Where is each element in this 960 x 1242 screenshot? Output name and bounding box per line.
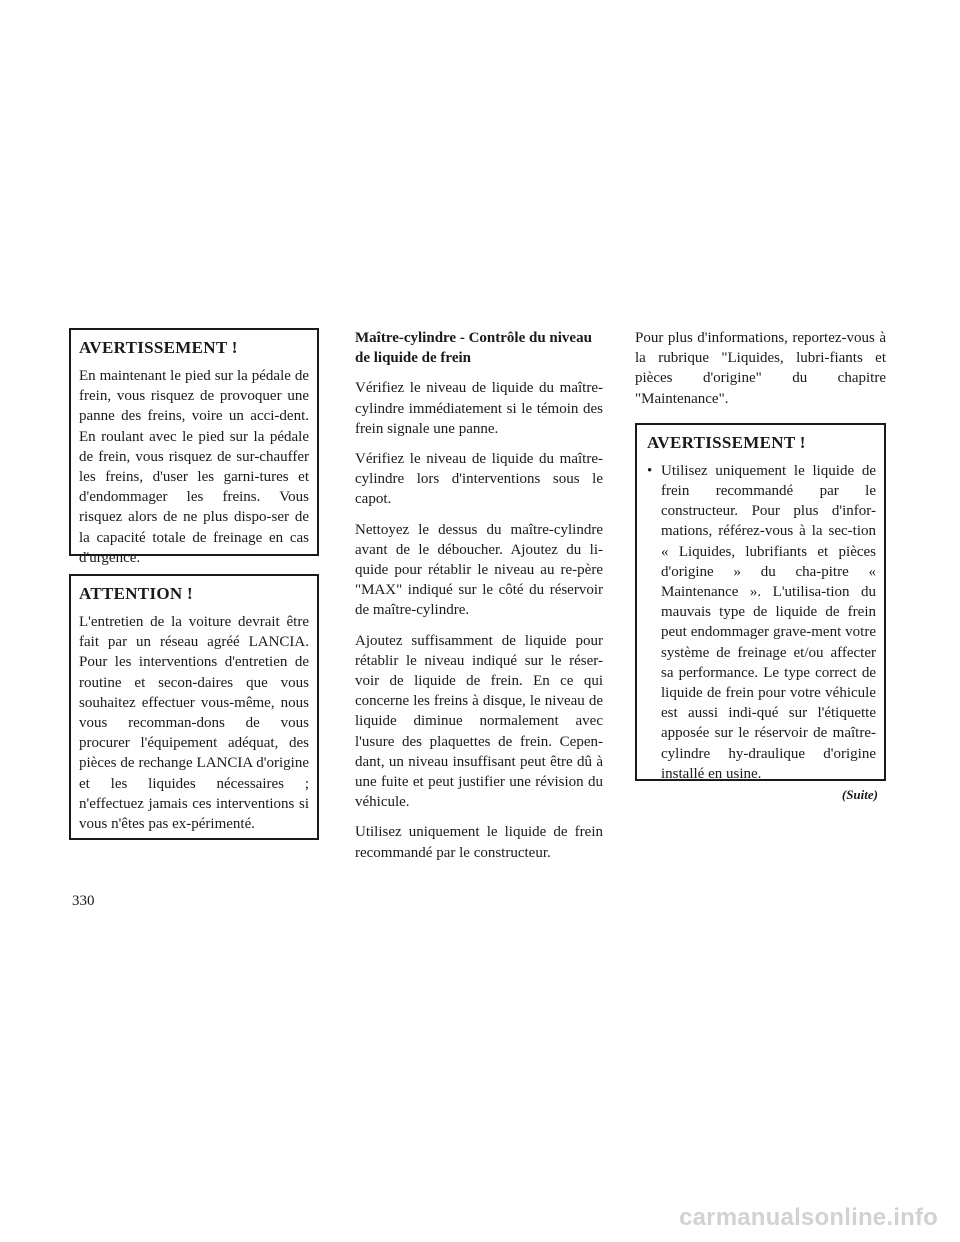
intro-paragraph: Pour plus d'informations, reportez-vous à la rubrique "Liquides, lubri-fiants et pièces d'origine" du chapitre "Maintenance". [635,330,886,407]
left-column [69,328,319,840]
attention-title: ATTENTION ! [79,584,193,603]
warning-title-2: AVERTISSEMENT ! [647,432,806,452]
middle-column [355,328,603,873]
attention-text: L'entretien de la voiture devrait être fait par un réseau agréé LANCIA. Pour les interventions d'entretien de routine et secon-daires que vous souhaitez effectuer vous-même, nous vous recomman-dons de vous procurer l'équipement adéquat, des pièces de rechange LANCIA d'origine et les liquides nécessaires ; n'effectuez jamais ces interventions si vous n'êtes pas ex-périmenté. [79,614,309,833]
attention-box [69,574,319,840]
watermark: carmanualsonline.info [679,1204,938,1231]
warning-box-2 [635,423,886,781]
paragraph: Nettoyez le dessus du maître-cylindre avant de le déboucher. Ajoutez du li-quide pour rétablir le niveau au re-père "MAX" indiqué sur le côté du réservoir de maître-cylindre. [355,521,603,619]
section-heading: Maître-cylindre - Contrôle du niveau de liquide de frein [355,330,592,367]
bullet-text: Utilisez uniquement le liquide de frein recommandé par le constructeur. Pour plus d'infor-mations, référez-vous à la sec-tion « Liquides, lubrifiants et pièces d'origine » du cha-pitre « Maintenance ». L'utilisa-tion du mauvais type de liquide de frein peut endommager grave-ment votre système de freinage et/ou affecter sa performance. Le type correct de liquide de frein pour votre véhicule est aussi indi-qué sur l'étiquette apposée sur le réservoir de maître-cylindre hy-draulique d'origine installé en usine. [661,462,876,782]
paragraph: Ajoutez suffisamment de liquide pour rétablir le niveau indiqué sur le réser-voir de liquide de frein. En ce qui concerne les freins à disque, le niveau de liquide diminue normalement avec l'usure des plaquettes de frein. Cepen-dant, un niveau insuffisant peut être dû à une fuite et peut justifier une révision du véhicule. [355,632,603,811]
warning-title: AVERTISSEMENT ! [79,338,238,357]
paragraph: Vérifiez le niveau de liquide du maître-cylindre lors d'interventions sous le capot. [355,451,603,508]
bullet-icon: • [647,462,653,479]
right-column [635,328,886,781]
warning-text: En maintenant le pied sur la pédale de frein, vous risquez de provoquer une panne des freins, voire un acci-dent. En roulant avec le pied sur la pédale de frein, vous risquez de sur-chauffer les freins, d'user les garni-tures et d'endommager les freins. Vous risquez alors de ne plus dispo-ser de la capacité totale de freinage en cas d'urgence. [79,368,309,566]
continued-label: (Suite) [841,787,878,802]
page-number: 330 [72,893,95,909]
paragraph: Vérifiez le niveau de liquide du maître-cylindre immédiatement si le témoin des frein signale une panne. [355,380,603,437]
paragraph: Utilisez uniquement le liquide de frein recommandé par le constructeur. [355,824,603,861]
bullet-item [647,461,876,784]
warning-box [69,328,319,566]
